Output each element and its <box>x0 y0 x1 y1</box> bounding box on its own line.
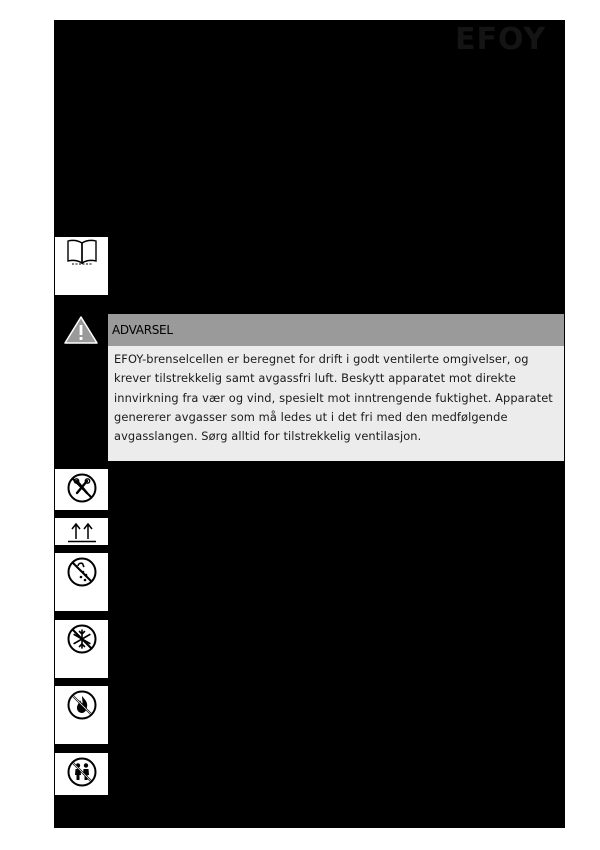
warning-header <box>108 314 564 346</box>
this-way-up-icon-box <box>55 518 108 545</box>
warning-icon-box <box>62 314 100 346</box>
warning-text: EFOY-brenselcellen er beregnet for drift i godt ventilerte omgivelser, og krever tilstrekkelig samt avgassfri luft. Beskytt apparatet mot direkte innvirkning fra vær og vind, spesielt mot inntrengende fuktighet. Apparatet genererer avgasser som må ledes ut i det fri med den medfølgende avgasslangen. Sørg alltid for tilstrekkelig ventilasjon. <box>114 352 553 444</box>
keep-away-from-children-icon-box <box>55 753 108 795</box>
manual-book-icon <box>62 237 102 267</box>
brand-logo: EFOY <box>455 22 547 57</box>
no-tools-icon <box>66 472 98 504</box>
no-fire-icon-box <box>55 686 108 744</box>
warning-title: ADVARSEL <box>112 323 173 337</box>
keep-away-from-children-icon <box>66 756 98 788</box>
no-frost-icon <box>66 623 98 655</box>
no-fire-icon <box>66 689 98 721</box>
no-frost-icon-box <box>55 620 108 678</box>
no-tools-icon-box <box>55 469 108 510</box>
warning-body <box>108 346 564 461</box>
no-water-icon <box>66 556 98 588</box>
no-water-icon-box <box>55 553 108 611</box>
manual-book-icon-box <box>55 237 108 295</box>
this-way-up-icon <box>62 520 102 544</box>
warning-triangle-icon <box>63 315 99 345</box>
